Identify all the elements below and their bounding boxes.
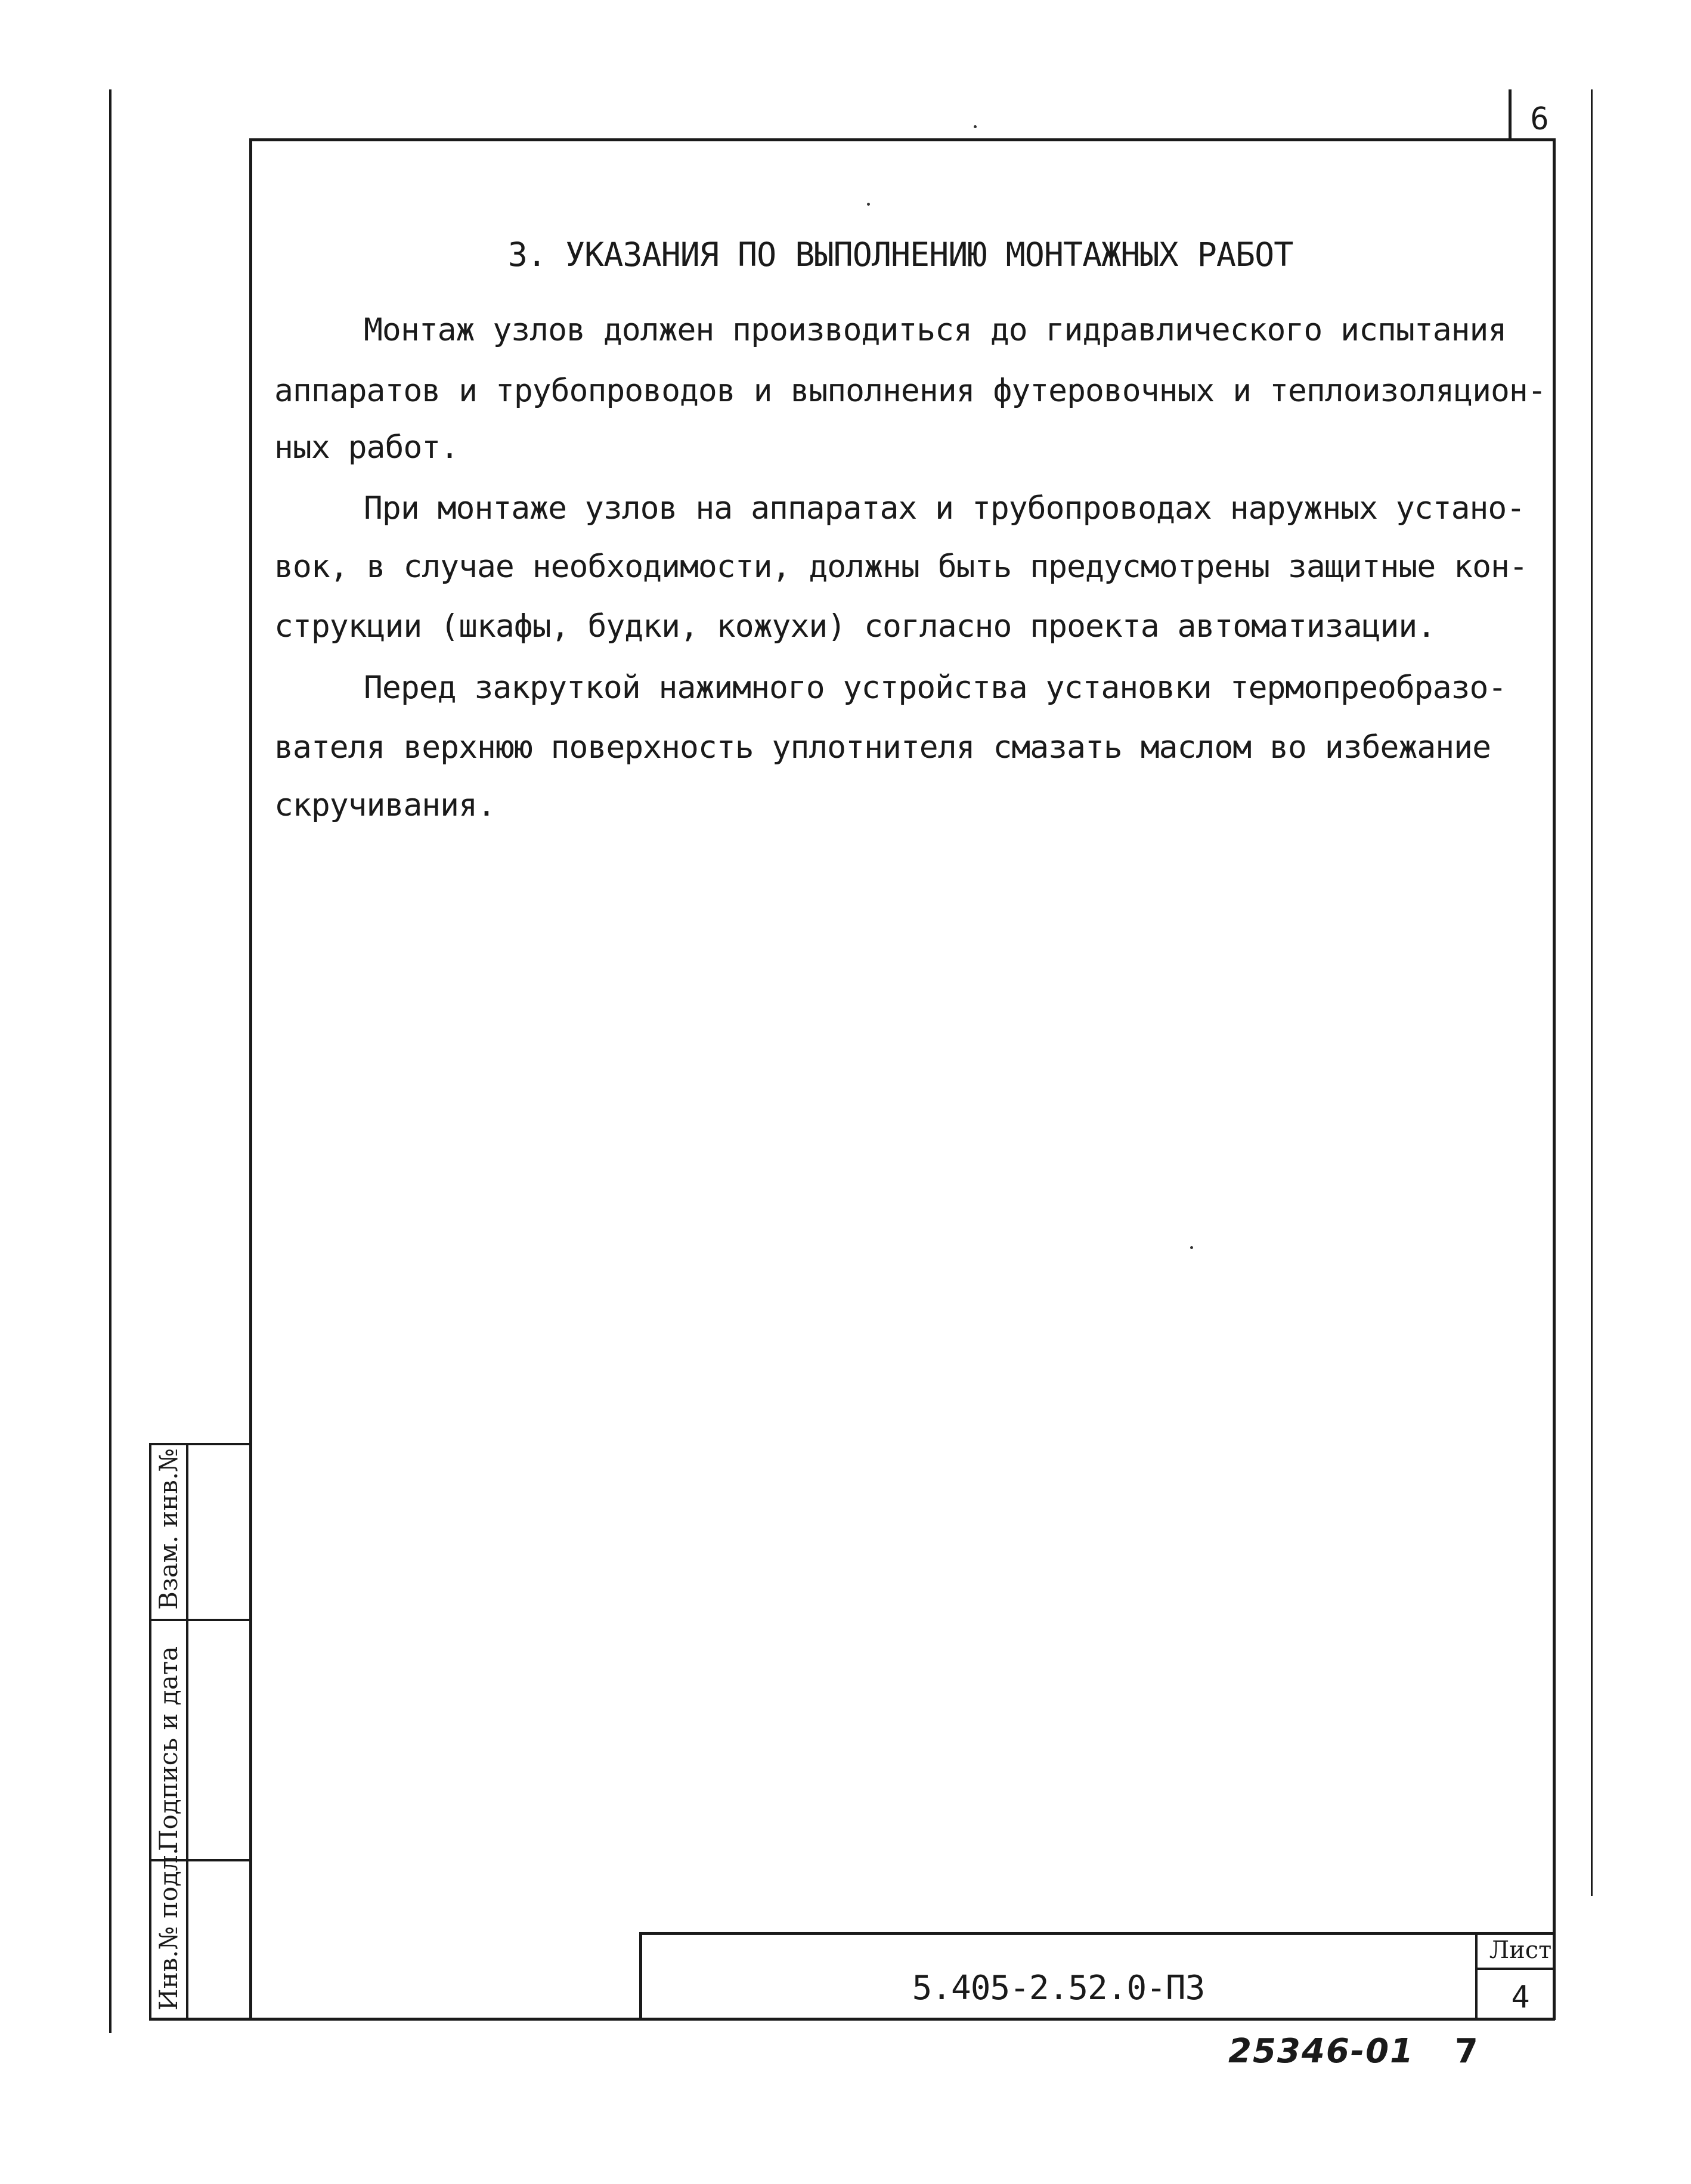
paragraph-3-line-3: скручивания. (274, 787, 495, 823)
paragraph-2-line-1: При монтаже узлов на аппаратах и трубопроводах наружных устано- (364, 490, 1525, 526)
podpis-data-label: Подпись и дата (154, 1646, 183, 1851)
frame-left-border (249, 138, 252, 2020)
paragraph-2-line-3: струкции (шкафы, будки, кожухи) согласно проекта автоматизации. (274, 608, 1436, 645)
sheet-number: 4 (1511, 1979, 1530, 2015)
paragraph-1-line-1: Монтаж узлов должен производиться до гидравлического испытания (364, 312, 1507, 348)
inv-podl-label: Инв.№ подл. (154, 1847, 183, 2010)
archive-number: 25346-01 (1228, 2032, 1414, 2071)
frame-bottom-border (149, 2018, 1555, 2021)
paragraph-2-line-2: вок, в случае необходимости, должны быть предусмотрены защитные кон- (274, 549, 1528, 585)
side-stamp-divider-1 (149, 1619, 252, 1621)
title-block-top (639, 1932, 1555, 1935)
scan-speck (974, 125, 977, 128)
frame-top-border (249, 138, 1555, 141)
sheet-number-top: 6 (1530, 101, 1549, 137)
title-block-left (639, 1932, 642, 2020)
scan-speck (1190, 1246, 1193, 1249)
outer-right-line (1591, 89, 1593, 1896)
sheet-label: Лист (1489, 1937, 1552, 1964)
frame-right-border (1553, 138, 1556, 2020)
paragraph-1-line-2: аппаратов и трубопроводов и выполнения футеровочных и теплоизоляцион- (274, 373, 1546, 409)
paragraph-1-line-3: ных работ. (274, 429, 459, 466)
document-code: 5.405-2.52.0-ПЗ (912, 1969, 1205, 2008)
side-stamp-top (149, 1443, 252, 1445)
side-stamp-outer-left (149, 1443, 151, 2020)
scan-speck (867, 203, 870, 206)
paragraph-3-line-2: вателя верхнюю поверхность уплотнителя смазать маслом во избежание (274, 729, 1491, 766)
left-margin-line (109, 89, 112, 2033)
side-stamp-inner-divider (186, 1443, 188, 2020)
vzam-inv-label: Взам. инв.№ (154, 1448, 183, 1610)
page-index: 7 (1455, 2032, 1479, 2071)
section-title: 3. УКАЗАНИЯ ПО ВЫПОЛНЕНИЮ МОНТАЖНЫХ РАБОТ (507, 236, 1293, 274)
paragraph-3-line-1: Перед закруткой нажимного устройства установки термопреобразо- (364, 670, 1507, 706)
sheet-cell-divider (1475, 1968, 1555, 1970)
